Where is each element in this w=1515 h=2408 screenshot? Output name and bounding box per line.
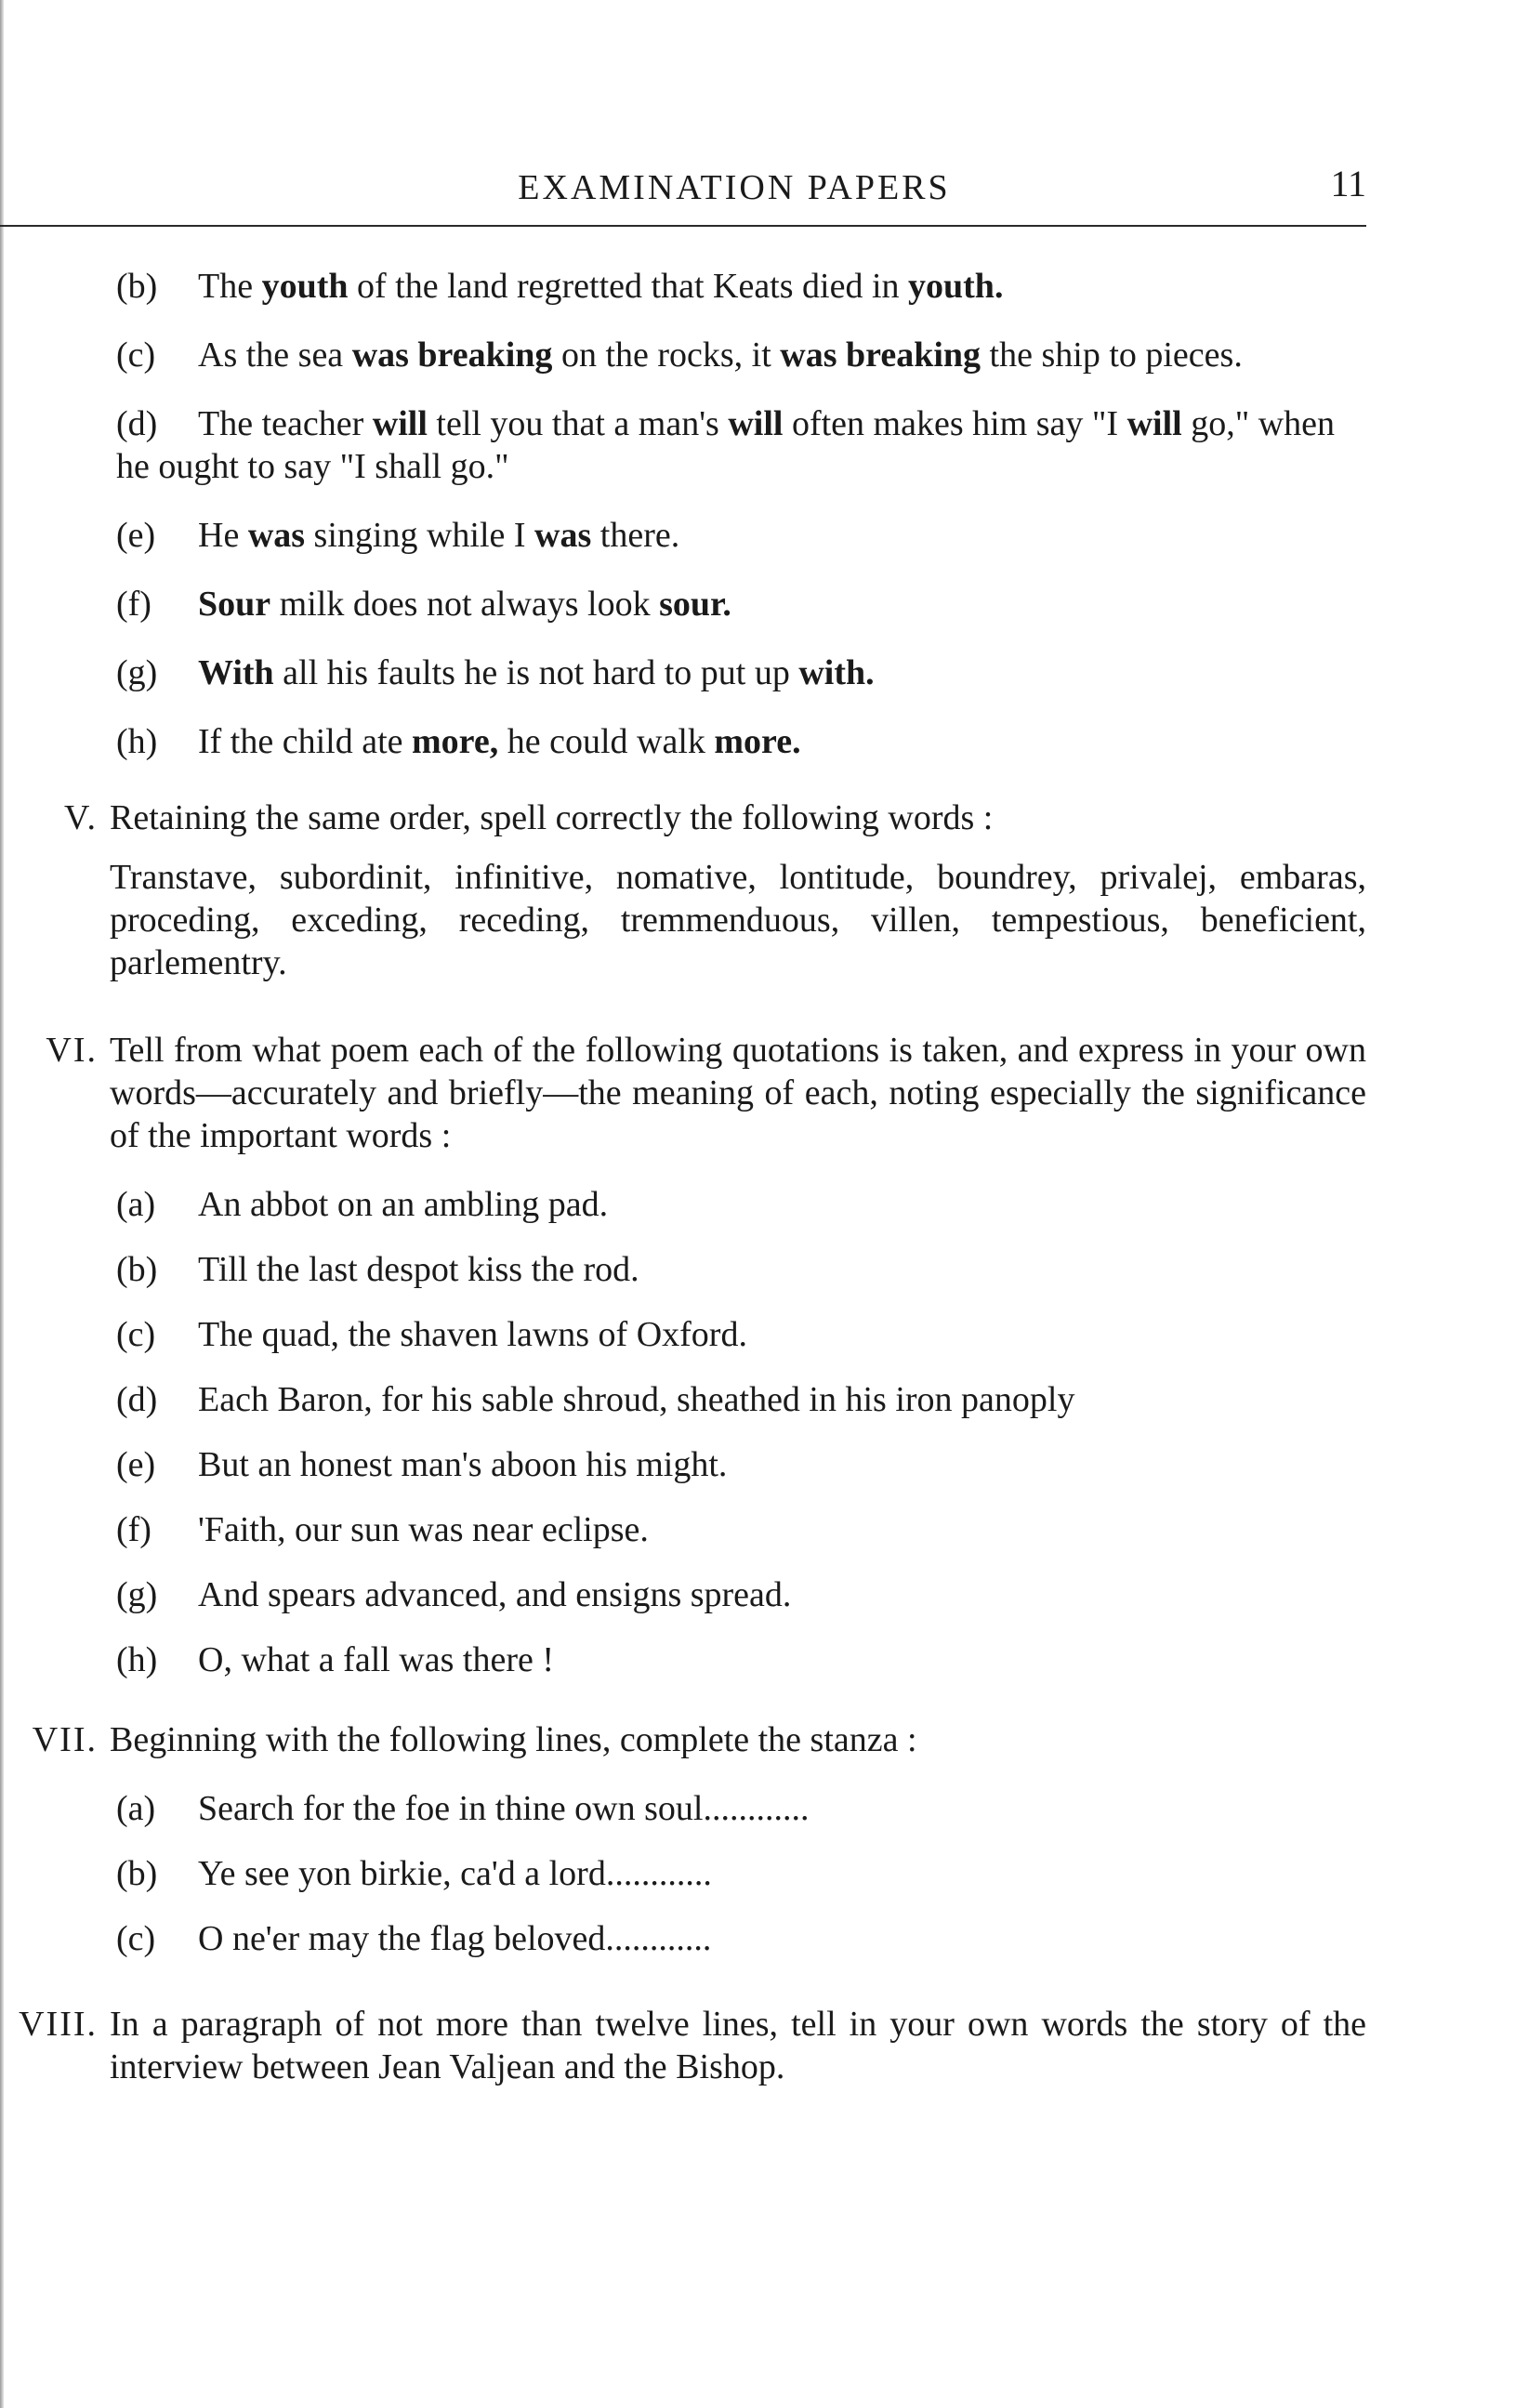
list-item: (e) But an honest man's aboon his might. [116, 1445, 728, 1484]
list-item: (e) He was singing while I was there. [116, 516, 680, 555]
question-v [0, 796, 1515, 984]
list-item: (c) The quad, the shaven lawns of Oxford. [116, 1315, 747, 1354]
list-item: (g) With all his faults he is not hard to put up with. [116, 653, 875, 692]
question-number: VI. [46, 1031, 98, 1070]
question-prompt: In a paragraph of not more than twelve lines, tell in your own words the story of the interview between Jean Valjean and the Bishop. [110, 2005, 1366, 2086]
running-header [102, 163, 1366, 223]
question-vii [0, 1718, 1515, 1960]
question-prompt: Retaining the same order, spell correctly the following words : [110, 798, 994, 837]
list-item: (c) As the sea was breaking on the rocks, it was breaking the ship to pieces. [116, 336, 1243, 375]
page-content [0, 265, 1515, 2088]
question-number: V. [63, 798, 98, 837]
list-item: (d) Each Baron, for his sable shroud, sheathed in his iron panoply [116, 1380, 1075, 1419]
question-viii [0, 2003, 1515, 2088]
question-prompt: Tell from what poem each of the following quotations is taken, and express in your own words—accurately and briefly—the meaning of each, noting especially the significance of the important words : [110, 1031, 1366, 1155]
continued-item-list [0, 265, 1515, 763]
list-item: (c) O ne'er may the flag beloved............ [116, 1919, 712, 1958]
list-item: (h) O, what a fall was there ! [116, 1640, 555, 1679]
question-prompt: Beginning with the following lines, complete the stanza : [110, 1720, 917, 1759]
question-number: VII. [32, 1720, 98, 1759]
question-vi [0, 1029, 1515, 1681]
list-item: (g) And spears advanced, and ensigns spread. [116, 1575, 792, 1614]
list-item: (h) If the child ate more, he could walk more. [116, 722, 801, 761]
list-item: (f) Sour milk does not always look sour. [116, 585, 731, 624]
question-number: VIII. [19, 2005, 98, 2044]
list-item: (d) The teacher will tell you that a man's will often makes him say "I will go," when he ought to say "I shall go." [116, 404, 1336, 486]
list-item: (a) Search for the foe in thine own soul............ [116, 1789, 810, 1828]
header-rule [0, 225, 1366, 227]
list-item: (b) Till the last despot kiss the rod. [116, 1250, 639, 1289]
page-number: 11 [1330, 163, 1366, 204]
list-item: (f) 'Faith, our sun was near eclipse. [116, 1510, 649, 1549]
list-item: (a) An abbot on an ambling pad. [116, 1185, 609, 1224]
running-title: EXAMINATION PAPERS [518, 168, 951, 207]
list-item: (b) The youth of the land regretted that Keats died in youth. [116, 267, 1004, 306]
list-item: (b) Ye see yon birkie, ca'd a lord............ [116, 1854, 712, 1893]
misspelled-word-list: Transtave, subordinit, infinitive, nomative, lontitude, boundrey, privalej, embaras, proceding, exceding, receding, tremmenduous, villen, tempestious, beneficient, parlementry. [110, 858, 1366, 982]
